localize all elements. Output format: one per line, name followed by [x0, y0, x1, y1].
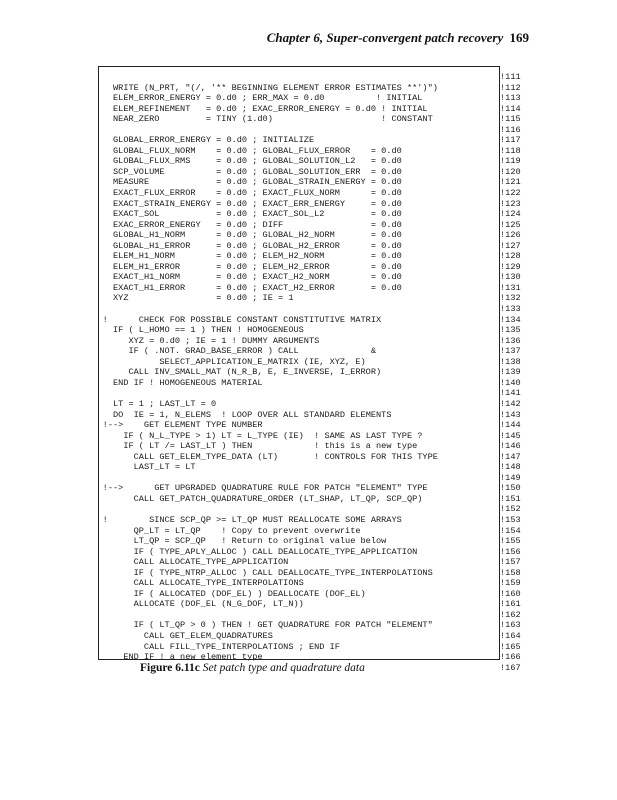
code-line	[113, 230, 525, 241]
line-number: !128	[500, 251, 521, 262]
code-text: ELEM_REFINEMENT = 0.d0 ; EXAC_ERROR_ENERGY = 0.d0 ! INITIAL	[113, 103, 428, 114]
chapter-title: Chapter 6, Super-convergent patch recovery	[266, 30, 504, 45]
code-text: EXAC_ERROR_ENERGY = 0.d0 ; DIFF = 0.d0	[113, 219, 402, 230]
line-number: !117	[500, 135, 521, 146]
code-line	[113, 272, 525, 283]
code-line	[102, 546, 525, 558]
code-text: CALL GET_ELEM_QUADRATURES	[102, 630, 273, 641]
line-number: !131	[500, 282, 521, 293]
code-line	[113, 125, 525, 136]
code-text: !--> GET ELEMENT TYPE NUMBER	[102, 420, 263, 431]
line-number: !152	[500, 504, 521, 515]
line-number: !149	[500, 472, 521, 483]
code-text: SELECT_APPLICATION_E_MATRIX (IE, XYZ, E)	[102, 356, 366, 367]
figure-caption-text: Set patch type and quadrature data	[202, 662, 365, 674]
line-number: !118	[500, 145, 521, 156]
running-header	[267, 30, 529, 46]
code-text: IF ( TYPE_NTRP_ALLOC ) CALL DEALLOCATE_TYPE_INTERPOLATIONS	[102, 567, 433, 578]
line-number: !135	[500, 325, 521, 336]
code-line	[102, 557, 525, 568]
code-text: WRITE (N_PRT, "(/, '** BEGINNING ELEMENT ERROR ESTIMATES **')")	[113, 82, 438, 93]
line-number: !137	[500, 346, 521, 357]
code-line	[102, 567, 525, 579]
line-number: !127	[500, 240, 521, 251]
line-number: !140	[500, 377, 521, 388]
line-number: !164	[500, 630, 521, 641]
code-line	[113, 93, 525, 104]
line-number: !167	[500, 662, 521, 673]
code-text: END IF ! HOMOGENEOUS MATERIAL	[102, 377, 263, 388]
line-number: !125	[500, 219, 521, 230]
code-text: ELEM_H1_ERROR = 0.d0 ; ELEM_H2_ERROR = 0.d0	[113, 261, 402, 272]
code-text: END IF ! a new element type	[113, 652, 263, 663]
code-text: CALL GET_PATCH_QUADRATURE_ORDER (LT_SHAP, LT_QP, SCP_QP)	[102, 493, 423, 504]
code-line	[113, 610, 525, 621]
line-number: !119	[500, 156, 521, 167]
line-number: !116	[500, 124, 521, 135]
code-line	[113, 199, 525, 210]
line-number: !144	[500, 420, 521, 431]
code-text: GLOBAL_H1_NORM = 0.d0 ; GLOBAL_H2_NORM = 0.d0	[113, 230, 402, 241]
code-line	[102, 314, 525, 326]
line-number: !112	[500, 82, 521, 93]
code-text: GLOBAL_H1_ERROR = 0.d0 ; GLOBAL_H2_ERROR = 0.d0	[113, 240, 402, 251]
code-line	[113, 283, 525, 294]
code-line	[113, 220, 525, 231]
code-text: ELEM_H1_NORM = 0.d0 ; ELEM_H2_NORM = 0.d0	[113, 251, 402, 262]
code-line	[102, 599, 525, 610]
code-text: MEASURE = 0.d0 ; GLOBAL_STRAIN_ENERGY = 0.d0	[113, 177, 402, 188]
line-number: !134	[500, 314, 521, 325]
line-number: !154	[500, 525, 521, 536]
line-number: !139	[500, 367, 521, 378]
code-text: IF ( L_HOMO == 1 ) THEN ! HOMOGENEOUS	[102, 325, 304, 336]
line-number: !158	[500, 567, 521, 578]
code-line	[113, 209, 525, 220]
code-line	[113, 304, 525, 315]
code-line	[102, 630, 525, 642]
line-number: !121	[500, 177, 521, 188]
code-text: ALLOCATE (DOF_EL (N_G_DOF, LT_N))	[102, 599, 304, 610]
code-line	[113, 262, 525, 273]
code-text: EXACT_SOL = 0.d0 ; EXACT_SOL_L2 = 0.d0	[113, 209, 402, 220]
code-line	[113, 72, 525, 83]
line-number: !115	[500, 114, 521, 125]
code-line	[102, 493, 525, 505]
code-text: EXACT_H1_ERROR = 0.d0 ; EXACT_H2_ERROR = 0.d0	[113, 282, 402, 293]
line-number: !142	[500, 398, 521, 409]
code-text: IF ( TYPE_APLY_ALLOC ) CALL DEALLOCATE_TYPE_APPLICATION	[102, 546, 418, 557]
code-text: GLOBAL_ERROR_ENERGY = 0.d0 ; INITIALIZE	[113, 135, 315, 146]
code-listing	[102, 72, 525, 673]
line-number: !123	[500, 198, 521, 209]
code-line	[113, 241, 525, 252]
line-number: !151	[500, 493, 521, 504]
line-number: !155	[500, 536, 521, 547]
line-number: !150	[500, 483, 521, 494]
code-text: ! SINCE SCP_QP >= LT_QP MUST REALLOCATE SOME ARRAYS	[102, 514, 402, 525]
code-line	[113, 156, 525, 167]
code-line	[113, 167, 525, 178]
code-line	[102, 525, 525, 537]
code-text: CALL ALLOCATE_TYPE_APPLICATION	[102, 557, 289, 568]
code-text: CALL FILL_TYPE_INTERPOLATIONS ; END IF	[102, 641, 340, 652]
code-text: CALL INV_SMALL_MAT (N_R_B, E, E_INVERSE, I_ERROR)	[102, 367, 382, 378]
figure-label: Figure 6.11c	[140, 662, 200, 674]
line-number: !136	[500, 335, 521, 346]
code-line	[113, 399, 525, 410]
line-number: !114	[500, 103, 521, 114]
line-number: !122	[500, 188, 521, 199]
code-text: LAST_LT = LT	[113, 462, 196, 473]
code-line	[113, 410, 525, 421]
line-number: !161	[500, 599, 521, 610]
line-number: !160	[500, 588, 521, 599]
code-line	[113, 504, 525, 515]
line-number: !111	[500, 72, 521, 82]
code-line	[113, 293, 525, 304]
line-number: !166	[500, 652, 521, 663]
line-number: !165	[500, 641, 521, 652]
code-line	[102, 578, 525, 589]
line-number: !153	[500, 514, 521, 525]
code-text: EXACT_H1_NORM = 0.d0 ; EXACT_H2_NORM = 0.d0	[113, 272, 402, 283]
code-line	[102, 325, 525, 336]
line-number: !113	[500, 93, 521, 104]
code-line	[113, 177, 525, 188]
code-line	[113, 473, 525, 484]
line-number: !148	[500, 462, 521, 473]
code-line	[102, 356, 525, 368]
code-line	[102, 536, 525, 547]
page-number: 169	[509, 30, 529, 45]
line-number: !162	[500, 609, 521, 620]
code-text: GLOBAL_FLUX_RMS = 0.d0 ; GLOBAL_SOLUTION_L2 = 0.d0	[113, 156, 402, 167]
code-text: SCP_VOLUME = 0.d0 ; GLOBAL_SOLUTION_ERR = 0.d0	[113, 166, 402, 177]
code-text: CALL ALLOCATE_TYPE_INTERPOLATIONS	[102, 578, 304, 589]
line-number: !133	[500, 304, 521, 315]
code-text: XYZ = 0.d0 ; IE = 1 ! DUMMY ARGUMENTS	[102, 335, 320, 346]
code-text: CALL GET_ELEM_TYPE_DATA (LT) ! CONTROLS FOR THIS TYPE	[113, 451, 438, 462]
code-text: LT_QP = SCP_QP ! Return to original value below	[102, 536, 387, 547]
line-number: !126	[500, 230, 521, 241]
figure-caption	[140, 662, 365, 674]
line-number: !141	[500, 388, 521, 399]
code-line	[102, 420, 525, 431]
line-number: !120	[500, 166, 521, 177]
code-line	[102, 641, 525, 653]
code-line	[113, 104, 525, 115]
code-text: EXACT_FLUX_ERROR = 0.d0 ; EXACT_FLUX_NORM = 0.d0	[113, 188, 402, 199]
line-number: !130	[500, 272, 521, 283]
line-number: !143	[500, 409, 521, 420]
code-line	[113, 114, 525, 125]
code-line	[102, 335, 525, 347]
code-line	[113, 135, 525, 146]
code-line	[102, 367, 525, 378]
line-number: !157	[500, 557, 521, 568]
code-line	[102, 483, 525, 494]
code-text: IF ( ALLOCATED (DOF_EL) ) DEALLOCATE (DOF_EL)	[102, 588, 366, 599]
code-line	[102, 620, 525, 631]
line-number: !159	[500, 578, 521, 589]
code-line	[113, 251, 525, 262]
code-text: !--> GET UPGRADED QUADRATURE RULE FOR PATCH "ELEMENT" TYPE	[102, 483, 428, 494]
line-number: !147	[500, 451, 521, 462]
code-text: LT = 1 ; LAST_LT = 0	[113, 398, 217, 409]
code-text: IF ( LT /= LAST_LT ) THEN ! this is a new type	[113, 441, 418, 452]
code-text: IF ( LT_QP > 0 ) THEN ! GET QUADRATURE FOR PATCH "ELEMENT"	[102, 620, 433, 631]
code-line	[102, 514, 525, 526]
code-text: IF ( .NOT. GRAD_BASE_ERROR ) CALL &	[102, 346, 376, 357]
code-text: ! CHECK FOR POSSIBLE CONSTANT CONSTITUTIVE MATRIX	[102, 314, 382, 325]
code-text: DO IE = 1, N_ELEMS ! LOOP OVER ALL STANDARD ELEMENTS	[113, 409, 392, 420]
code-text: NEAR_ZERO = TINY (1.d0) ! CONSTANT	[113, 114, 433, 125]
code-line	[102, 588, 525, 600]
line-number: !132	[500, 293, 521, 304]
code-line	[113, 146, 525, 157]
code-line	[113, 83, 525, 94]
code-line	[113, 431, 525, 442]
line-number: !124	[500, 209, 521, 220]
code-line	[113, 462, 525, 473]
code-line	[113, 388, 525, 399]
code-text: GLOBAL_FLUX_NORM = 0.d0 ; GLOBAL_FLUX_ERROR = 0.d0	[113, 145, 402, 156]
line-number: !163	[500, 620, 521, 631]
code-text: ELEM_ERROR_ENERGY = 0.d0 ; ERR_MAX = 0.d0 ! INITIAL	[113, 93, 423, 104]
code-line	[113, 441, 525, 452]
line-number: !156	[500, 546, 521, 557]
code-text: EXACT_STRAIN_ENERGY = 0.d0 ; EXACT_ERR_ENERGY = 0.d0	[113, 198, 402, 209]
code-text: XYZ = 0.d0 ; IE = 1	[113, 293, 294, 304]
line-number: !138	[500, 356, 521, 367]
code-text: QP_LT = LT_QP ! Copy to prevent overwrite	[102, 525, 361, 536]
code-line	[102, 346, 525, 357]
line-number: !129	[500, 261, 521, 272]
line-number: !145	[500, 430, 521, 441]
code-text: IF ( N_L_TYPE > 1) LT = L_TYPE (IE) ! SAME AS LAST TYPE ?	[113, 430, 423, 441]
line-number: !146	[500, 441, 521, 452]
code-line	[102, 377, 525, 389]
code-line	[113, 188, 525, 199]
code-line	[113, 452, 525, 463]
